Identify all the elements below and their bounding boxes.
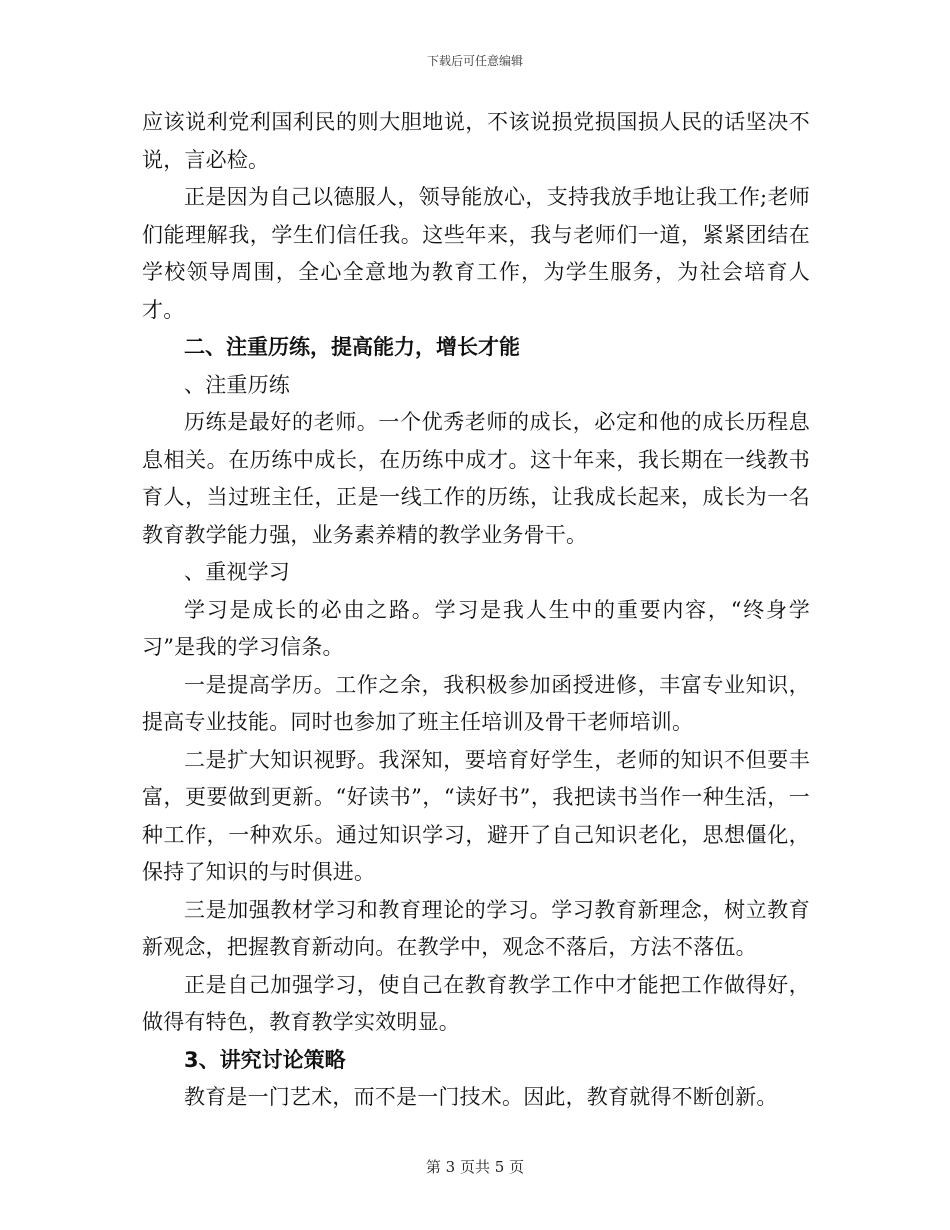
paragraph-study-summary: 正是自己加强学习，使自己在教育教学工作中才能把工作做得好，做得有特色，教育教学实效明显。 xyxy=(142,972,810,1034)
paragraph-education: 教育是一门艺术，而不是一门技术。因此，教育就得不断创新。 xyxy=(184,1085,778,1109)
paragraph-2: 正是因为自己以德服人，领导能放心，支持我放手地让我工作;老师们能理解我，学生们信任我。这些年来，我与老师们一道，紧紧团结在学校领导周围，全心全意地为教育工作，为学生服务，为社会培育人才。 xyxy=(142,185,810,322)
page-header: 下载后可任意编辑 xyxy=(426,54,523,68)
paragraph-study-intro: 学习是成长的必由之路。学习是我人生中的重要内容，“终身学习”是我的学习信条。 xyxy=(142,597,810,659)
section-heading-3: 3、讲究讨论策略 xyxy=(184,1047,346,1072)
paragraph-study-1: 一是提高学历。工作之余，我积极参加函授进修，丰富专业知识，提高专业技能。同时也参加了班主任培训及骨干老师培训。 xyxy=(142,672,810,734)
section-heading-2: 二、注重历练，提高能力，增长才能 xyxy=(184,335,520,359)
subheading-training: 、注重历练 xyxy=(184,372,290,397)
paragraph-study-3: 三是加强教材学习和教育理论的学习。学习教育新理念，树立教育新观念，把握教育新动向。在教学中，观念不落后，方法不落伍。 xyxy=(142,897,810,959)
document-body xyxy=(142,104,810,1117)
subheading-study: 、重视学习 xyxy=(184,560,290,584)
paragraph-1: 应该说利党利国利民的则大胆地说，不该说损党损国损人民的话坚决不说，言必检。 xyxy=(142,110,810,172)
page-footer: 第 3 页共 5 页 xyxy=(425,1158,525,1176)
paragraph-study-2: 二是扩大知识视野。我深知，要培育好学生，老师的知识不但要丰富，更要做到更新。“好读书”，“读好书”，我把读书当作一种生活，一种工作，一种欢乐。通过知识学习，避开了自己知识老化，思想僵化，保持了知识的与时俱进。 xyxy=(142,747,810,884)
paragraph-training: 历练是最好的老师。一个优秀老师的成长，必定和他的成长历程息息相关。在历练中成长，在历练中成才。这十年来，我长期在一线教书育人，当过班主任，正是一线工作的历练，让我成长起来，成长为一名教育教学能力强，业务素养精的教学业务骨干。 xyxy=(142,410,810,547)
